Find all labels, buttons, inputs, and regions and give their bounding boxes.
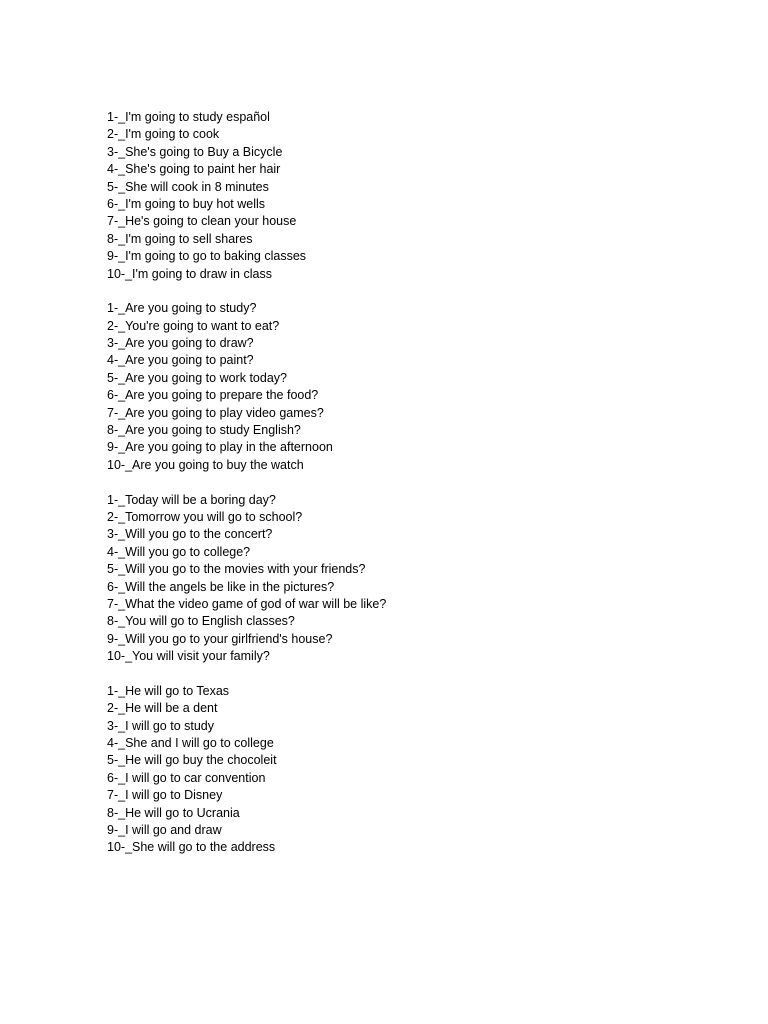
- list-item: 2-_You're going to want to eat?: [107, 318, 280, 333]
- list-item: 5-_Will you go to the movies with your friends?: [107, 562, 366, 577]
- list-item: 3-_Will you go to the concert?: [107, 527, 273, 542]
- list-item: 3-_Are you going to draw?: [107, 336, 254, 351]
- list-item: 4-_Are you going to paint?: [107, 353, 254, 368]
- list-item: 4-_She's going to paint her hair: [107, 162, 281, 177]
- list-item: 9-_Are you going to play in the afternoon: [107, 440, 333, 455]
- section-will-questions: [107, 492, 747, 666]
- list-item: 3-_I will go to study: [107, 718, 214, 733]
- list-item: 8-_I'm going to sell shares: [107, 231, 253, 246]
- section-will-statements: [107, 683, 747, 857]
- list-item: 10-_You will visit your family?: [107, 649, 270, 664]
- list-item: 1-_Are you going to study?: [107, 301, 257, 316]
- list-item: 10-_Are you going to buy the watch: [107, 457, 304, 472]
- list-item: 7-_Are you going to play video games?: [107, 405, 324, 420]
- list-item: 5-_Are you going to work today?: [107, 370, 287, 385]
- list-item: 1-_Today will be a boring day?: [107, 492, 276, 507]
- list-item: 7-_He's going to clean your house: [107, 214, 297, 229]
- list-item: 5-_She will cook in 8 minutes: [107, 179, 269, 194]
- list-item: 9-_Will you go to your girlfriend's house?: [107, 631, 333, 646]
- list-item: 9-_I'm going to go to baking classes: [107, 249, 307, 264]
- list-item: 3-_She's going to Buy a Bicycle: [107, 144, 283, 159]
- list-item: 8-_Are you going to study English?: [107, 423, 301, 438]
- list-item: 2-_He will be a dent: [107, 701, 218, 716]
- list-item: 5-_He will go buy the chocoleit: [107, 753, 277, 768]
- list-item: 2-_Tomorrow you will go to school?: [107, 509, 303, 524]
- document-page: [107, 109, 747, 857]
- list-item: 4-_Will you go to college?: [107, 544, 251, 559]
- list-item: 7-_I will go to Disney: [107, 788, 223, 803]
- list-item: 8-_You will go to English classes?: [107, 614, 295, 629]
- list-item: 10-_She will go to the address: [107, 840, 276, 855]
- list-item: 7-_What the video game of god of war will be like?: [107, 596, 387, 611]
- list-item: 4-_She and I will go to college: [107, 736, 274, 751]
- list-item: 8-_He will go to Ucrania: [107, 805, 240, 820]
- list-item: 6-_Will the angels be like in the pictures?: [107, 579, 335, 594]
- list-item: 1-_He will go to Texas: [107, 683, 230, 698]
- list-item: 6-_I'm going to buy hot wells: [107, 196, 266, 211]
- list-item: 10-_I'm going to draw in class: [107, 266, 272, 281]
- section-going-to-statements: [107, 109, 747, 283]
- list-item: 2-_I'm going to cook: [107, 127, 220, 142]
- section-going-to-questions: [107, 300, 747, 474]
- list-item: 6-_Are you going to prepare the food?: [107, 388, 319, 403]
- list-item: 6-_I will go to car convention: [107, 770, 266, 785]
- list-item: 9-_I will go and draw: [107, 823, 222, 838]
- list-item: 1-_I'm going to study español: [107, 110, 270, 124]
